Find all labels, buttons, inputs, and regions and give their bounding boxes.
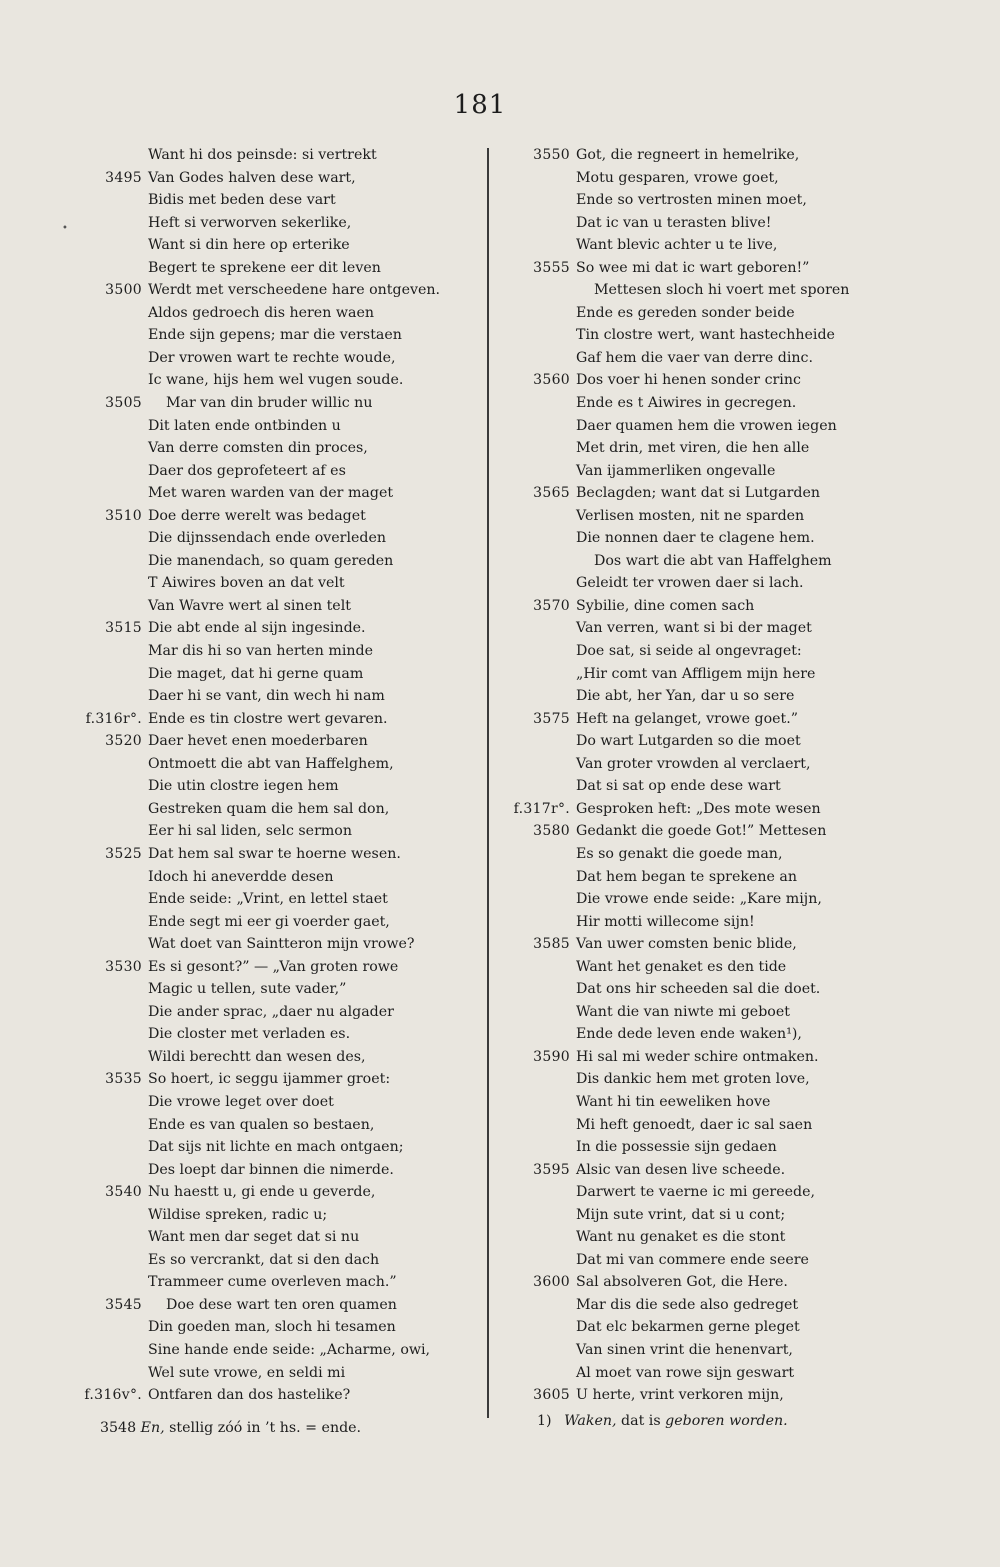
- verse-text: Eer hi sal liden, selc sermon: [148, 823, 352, 840]
- verse-line: [80, 843, 475, 866]
- verse-text: Want blevic achter u te live,: [576, 237, 778, 254]
- verse-line: [508, 1181, 948, 1204]
- footnote-right-label: 1): [537, 1413, 552, 1429]
- verse-text: Dat mi van commere ende seere: [576, 1251, 809, 1268]
- verse-text: So hoert, ic seggu ijammer groet:: [148, 1071, 391, 1088]
- verse-line: [508, 888, 948, 911]
- verse-line: [508, 257, 948, 280]
- verse-line: [508, 234, 948, 257]
- verse-text: Ende es gereden sonder beide: [576, 304, 795, 321]
- verse-text: Ende es t Aiwires in gecregen.: [576, 395, 797, 412]
- verse-line: [508, 1001, 948, 1024]
- verse-line: [508, 482, 948, 505]
- verse-text: Want si din here op erterike: [148, 237, 350, 254]
- verse-text: Des loept dar binnen die nimerde.: [148, 1161, 394, 1178]
- line-number: 3540: [105, 1184, 142, 1201]
- verse-text: Ende seide: „Vrint, en lettel staet: [148, 891, 388, 908]
- verse-line: [508, 1339, 948, 1362]
- verse-line: [80, 1384, 475, 1407]
- verse-line: [80, 663, 475, 686]
- verse-line: [508, 347, 948, 370]
- line-number: 3555: [533, 259, 570, 276]
- verse-line: [508, 415, 948, 438]
- verse-line: [80, 1091, 475, 1114]
- verse-line: [80, 708, 475, 731]
- verse-line: [80, 1271, 475, 1294]
- verse-text: Dat elc bekarmen gerne pleget: [576, 1319, 800, 1336]
- verse-text: Van uwer comsten benic blide,: [576, 936, 797, 953]
- verse-line: [508, 144, 948, 167]
- verse-line: [80, 1249, 475, 1272]
- verse-line: [80, 437, 475, 460]
- verse-text: Mar van din bruder willic nu: [166, 395, 373, 412]
- verse-line: [508, 1159, 948, 1182]
- verse-text: Want het genaket es den tide: [576, 958, 787, 975]
- verse-text: Van Wavre wert al sinen telt: [148, 597, 351, 614]
- verse-line: [508, 1362, 948, 1385]
- line-number: f.316r°.: [85, 710, 142, 727]
- verse-line: [80, 1294, 475, 1317]
- footnote-left-text: stellig zóó in ’t hs. = ende.: [169, 1420, 362, 1436]
- verse-text: Es so vercrankt, dat si den dach: [148, 1251, 380, 1268]
- verse-line: [508, 663, 948, 686]
- verse-line: [508, 302, 948, 325]
- verse-line: [80, 279, 475, 302]
- verse-text: Die nonnen daer te clagene hem.: [576, 530, 815, 547]
- verse-text: Die maget, dat hi gerne quam: [148, 665, 364, 682]
- verse-text: Die closter met verladen es.: [148, 1026, 351, 1043]
- verse-text: Motu gesparen, vrowe goet,: [576, 169, 779, 186]
- verse-text: Ende so vertrosten minen moet,: [576, 192, 807, 209]
- verse-line: [80, 1362, 475, 1385]
- verse-text: In die possessie sijn gedaen: [576, 1139, 777, 1156]
- verse-line: [80, 324, 475, 347]
- verse-text: Dat sijs nit lichte en mach ontgaen;: [148, 1139, 404, 1156]
- verse-line: [80, 617, 475, 640]
- verse-text: Die abt ende al sijn ingesinde.: [148, 620, 366, 637]
- verse-line: [80, 933, 475, 956]
- line-number: 3590: [533, 1048, 570, 1065]
- verse-text: Mijn sute vrint, dat si u cont;: [576, 1206, 786, 1223]
- verse-text: Dis dankic hem met groten love,: [576, 1071, 810, 1088]
- footnote-left-word: En,: [140, 1420, 165, 1436]
- verse-text: Beclagden; want dat si Lutgarden: [576, 485, 820, 502]
- verse-line: [80, 1068, 475, 1091]
- verse-text: Din goeden man, sloch hi tesamen: [148, 1319, 396, 1336]
- line-number: 3595: [533, 1161, 570, 1178]
- verse-text: Want men dar seget dat si nu: [148, 1229, 360, 1246]
- verse-text: Die ander sprac, „daer nu algader: [148, 1003, 394, 1020]
- verse-text: Mi heft genoedt, daer ic sal saen: [576, 1116, 813, 1133]
- verse-text: Die utin clostre iegen hem: [148, 778, 339, 795]
- verse-text: Doe dese wart ten oren quamen: [166, 1296, 397, 1313]
- verse-text: Daer hevet enen moederbaren: [148, 733, 368, 750]
- page-number: 181: [453, 90, 507, 120]
- verse-text: Ende sijn gepens; mar die verstaen: [148, 327, 402, 344]
- verse-text: Gesproken heft: „Des mote wesen: [576, 800, 821, 817]
- verse-text: Dat ons hir scheeden sal die doet.: [576, 981, 821, 998]
- verse-text: Die manendach, so quam gereden: [148, 552, 394, 569]
- verse-text: Daer hi se vant, din wech hi nam: [148, 688, 385, 705]
- verse-text: Sal absolveren Got, die Here.: [576, 1274, 788, 1291]
- verse-line: [508, 369, 948, 392]
- line-number: 3535: [105, 1071, 142, 1088]
- verse-text: Daer dos geprofeteert af es: [148, 462, 346, 479]
- line-number: 3500: [105, 282, 142, 299]
- verse-text: Ende es van qualen so bestaen,: [148, 1116, 375, 1133]
- verse-line: [80, 234, 475, 257]
- verse-line: [508, 1226, 948, 1249]
- verse-line: [80, 167, 475, 190]
- verse-line: [508, 1023, 948, 1046]
- verse-text: Wat doet van Saintteron mijn vrowe?: [148, 936, 415, 953]
- verse-line: [80, 189, 475, 212]
- verse-line: [80, 685, 475, 708]
- verse-line: [508, 978, 948, 1001]
- footnote-right: [537, 1413, 788, 1429]
- verse-line: [508, 708, 948, 731]
- verse-line: [508, 956, 948, 979]
- verse-text: Tin clostre wert, want hastechheide: [576, 327, 835, 344]
- verse-text: Dos wart die abt van Haffelghem: [594, 552, 832, 569]
- verse-line: [80, 572, 475, 595]
- line-number: 3525: [105, 845, 142, 862]
- verse-text: Met drin, met viren, die hen alle: [576, 440, 810, 457]
- verse-text: Wildi berechtt dan wesen des,: [148, 1048, 366, 1065]
- verse-text: Ende es tin clostre wert gevaren.: [148, 710, 388, 727]
- verse-text: Darwert te vaerne ic mi gereede,: [576, 1184, 815, 1201]
- verse-line: [508, 753, 948, 776]
- verse-text: Van derre comsten din proces,: [148, 440, 368, 457]
- verse-line: [80, 369, 475, 392]
- verse-line: [508, 167, 948, 190]
- verse-text: Aldos gedroech dis heren waen: [148, 304, 374, 321]
- verse-line: [508, 1294, 948, 1317]
- verse-line: [508, 572, 948, 595]
- verse-text: So wee mi dat ic wart geboren!”: [576, 259, 810, 276]
- verse-line: [508, 843, 948, 866]
- verse-text: Ic wane, hijs hem wel vugen soude.: [148, 372, 404, 389]
- verse-line: [508, 1249, 948, 1272]
- verse-line: [508, 1384, 948, 1407]
- verse-text: Alsic van desen live scheede.: [576, 1161, 786, 1178]
- verse-text: Hir motti willecome sijn!: [576, 913, 755, 930]
- verse-line: [508, 798, 948, 821]
- line-number: 3560: [533, 372, 570, 389]
- verse-line: [508, 933, 948, 956]
- verse-line: [508, 1114, 948, 1137]
- line-number: 3515: [105, 620, 142, 637]
- verse-line: [508, 505, 948, 528]
- verse-line: [80, 212, 475, 235]
- verse-line: [508, 1136, 948, 1159]
- verse-line: [80, 1046, 475, 1069]
- left-column: [80, 144, 475, 1407]
- verse-text: Met waren warden van der maget: [148, 485, 394, 502]
- verse-text: Want hi tin eeweliken hove: [576, 1093, 771, 1110]
- verse-line: [508, 189, 948, 212]
- verse-line: [80, 1339, 475, 1362]
- verse-line: [508, 1068, 948, 1091]
- verse-line: [508, 775, 948, 798]
- line-number: f.317r°.: [513, 800, 570, 817]
- column-divider: [487, 148, 489, 1418]
- footnote-left-number: 3548: [100, 1420, 137, 1436]
- verse-line: [508, 820, 948, 843]
- verse-line: [80, 798, 475, 821]
- line-number: 3495: [105, 169, 142, 186]
- verse-line: [80, 257, 475, 280]
- verse-line: [80, 347, 475, 370]
- verse-line: [80, 866, 475, 889]
- verse-text: Van groter vrowden al verclaert,: [576, 755, 811, 772]
- footnote-right-word: Waken,: [564, 1413, 617, 1429]
- verse-text: Dit laten ende ontbinden u: [148, 417, 341, 434]
- verse-line: [80, 595, 475, 618]
- verse-line: [508, 1091, 948, 1114]
- verse-text: U herte, vrint verkoren mijn,: [576, 1387, 784, 1404]
- verse-line: [508, 1046, 948, 1069]
- verse-text: Want die van niwte mi geboet: [576, 1003, 790, 1020]
- verse-line: [80, 911, 475, 934]
- line-number: 3585: [533, 936, 570, 953]
- verse-text: Sine hande ende seide: „Acharme, owi,: [148, 1341, 431, 1358]
- verse-text: Do wart Lutgarden so die moet: [576, 733, 801, 750]
- verse-text: Dat ic van u terasten blive!: [576, 214, 772, 231]
- verse-line: [508, 1271, 948, 1294]
- verse-line: [80, 392, 475, 415]
- verse-text: Es si gesont?” — „Van groten rowe: [148, 958, 399, 975]
- verse-text: Die vrowe leget over doet: [148, 1093, 334, 1110]
- verse-line: [508, 685, 948, 708]
- verse-line: [80, 775, 475, 798]
- line-number: 3580: [533, 823, 570, 840]
- verse-text: Hi sal mi weder schire ontmaken.: [576, 1048, 819, 1065]
- verse-line: [80, 460, 475, 483]
- verse-line: [80, 1001, 475, 1024]
- verse-line: [508, 1204, 948, 1227]
- verse-text: Got, die regneert in hemelrike,: [576, 147, 800, 163]
- line-number: 3520: [105, 733, 142, 750]
- verse-text: Es so genakt die goede man,: [576, 845, 783, 862]
- verse-line: [508, 392, 948, 415]
- right-column: [508, 144, 948, 1407]
- line-number: 3505: [105, 395, 142, 412]
- line-number: 3575: [533, 710, 570, 727]
- verse-line: [80, 888, 475, 911]
- verse-text: Heft na gelanget, vrowe goet.”: [576, 710, 799, 727]
- verse-text: Verlisen mosten, nit ne sparden: [576, 507, 805, 524]
- verse-line: [80, 1226, 475, 1249]
- footnote-left: [100, 1420, 361, 1436]
- verse-line: [508, 212, 948, 235]
- verse-line: [80, 820, 475, 843]
- verse-text: Dos voer hi henen sonder crinc: [576, 372, 801, 389]
- verse-text: Ontfaren dan dos hastelike?: [148, 1387, 351, 1404]
- verse-text: Ontmoett die abt van Haffelghem,: [148, 755, 394, 772]
- verse-text: Bidis met beden dese vart: [148, 192, 336, 209]
- footnote-right-phrase: geboren worden.: [665, 1413, 788, 1429]
- verse-text: Sybilie, dine comen sach: [576, 597, 755, 614]
- verse-line: [508, 279, 948, 302]
- verse-line: [508, 460, 948, 483]
- verse-line: [508, 866, 948, 889]
- footnote-right-mid: dat is: [621, 1413, 661, 1429]
- line-number: 3545: [105, 1296, 142, 1313]
- verse-line: [80, 1159, 475, 1182]
- verse-text: Ende segt mi eer gi voerder gaet,: [148, 913, 390, 930]
- verse-text: Want nu genaket es die stont: [576, 1229, 786, 1246]
- verse-text: Mettesen sloch hi voert met sporen: [594, 282, 850, 299]
- verse-text: Magic u tellen, sute vader,”: [148, 981, 347, 998]
- verse-text: Doe sat, si seide al ongevraget:: [576, 643, 802, 660]
- verse-line: [508, 617, 948, 640]
- verse-text: Heft si verworven sekerlike,: [148, 214, 352, 231]
- verse-text: Dat hem sal swar te hoerne wesen.: [148, 845, 401, 862]
- verse-text: Al moet van rowe sijn geswart: [576, 1364, 795, 1381]
- line-number: 3530: [105, 958, 142, 975]
- verse-line: [508, 527, 948, 550]
- verse-text: Daer quamen hem die vrowen iegen: [576, 417, 837, 434]
- verse-text: Van verren, want si bi der maget: [576, 620, 812, 637]
- verse-text: Dat si sat op ende dese wart: [576, 778, 781, 795]
- line-number: 3510: [105, 507, 142, 524]
- verse-line: [80, 550, 475, 573]
- margin-mark: •: [62, 223, 68, 234]
- verse-text: „Hir comt van Affligem mijn here: [576, 665, 816, 682]
- verse-text: Die vrowe ende seide: „Kare mijn,: [576, 891, 822, 908]
- line-number: 3605: [533, 1387, 570, 1404]
- verse-text: Der vrowen wart te rechte woude,: [148, 349, 396, 366]
- verse-line: [80, 1316, 475, 1339]
- verse-line: [80, 1023, 475, 1046]
- verse-text: Geleidt ter vrowen daer si lach.: [576, 575, 804, 592]
- verse-text: Die dijnssendach ende overleden: [148, 530, 387, 547]
- verse-line: [508, 595, 948, 618]
- verse-line: [508, 437, 948, 460]
- line-number: f.316v°.: [84, 1387, 142, 1404]
- verse-line: [80, 302, 475, 325]
- line-number: 3600: [533, 1274, 570, 1291]
- verse-line: [80, 505, 475, 528]
- verse-text: Van sinen vrint die henenvart,: [576, 1341, 793, 1358]
- verse-line: [80, 978, 475, 1001]
- verse-line: [80, 640, 475, 663]
- verse-line: [80, 1136, 475, 1159]
- verse-text: Want hi dos peinsde: si vertrekt: [148, 147, 377, 163]
- verse-line: [80, 527, 475, 550]
- verse-text: Wildise spreken, radic u;: [148, 1206, 328, 1223]
- verse-text: Gedankt die goede Got!” Mettesen: [576, 823, 827, 840]
- verse-text: Dat hem began te sprekene an: [576, 868, 797, 885]
- verse-text: Mar dis hi so van herten minde: [148, 643, 373, 660]
- verse-text: Van ijammerliken ongevalle: [576, 462, 776, 479]
- verse-line: [508, 550, 948, 573]
- verse-line: [80, 753, 475, 776]
- verse-line: [508, 640, 948, 663]
- verse-text: T Aiwires boven an dat velt: [148, 575, 345, 592]
- verse-text: Gaf hem die vaer van derre dinc.: [576, 349, 814, 366]
- line-number: 3550: [533, 147, 570, 163]
- verse-text: Gestreken quam die hem sal don,: [148, 800, 390, 817]
- verse-text: Nu haestt u, gi ende u geverde,: [148, 1184, 376, 1201]
- verse-line: [80, 730, 475, 753]
- verse-text: Die abt, her Yan, dar u so sere: [576, 688, 795, 705]
- verse-line: [508, 730, 948, 753]
- line-number: 3570: [533, 597, 570, 614]
- verse-line: [508, 324, 948, 347]
- verse-text: Werdt met verscheedene hare ontgeven.: [148, 282, 441, 299]
- verse-text: Van Godes halven dese wart,: [148, 169, 356, 186]
- verse-line: [80, 415, 475, 438]
- verse-line: [508, 1316, 948, 1339]
- verse-line: [80, 1204, 475, 1227]
- line-number: 3565: [533, 485, 570, 502]
- verse-line: [80, 1181, 475, 1204]
- verse-line: [80, 482, 475, 505]
- verse-line: [80, 956, 475, 979]
- verse-line: [80, 1114, 475, 1137]
- verse-text: Idoch hi aneverdde desen: [148, 868, 334, 885]
- verse-text: Wel sute vrowe, en seldi mi: [148, 1364, 346, 1381]
- verse-text: Doe derre werelt was bedaget: [148, 507, 366, 524]
- verse-text: Mar dis die sede also gedreget: [576, 1296, 799, 1313]
- verse-text: Ende dede leven ende waken¹),: [576, 1026, 802, 1043]
- verse-line: [80, 144, 475, 167]
- verse-line: [508, 911, 948, 934]
- verse-text: Trammeer cume overleven mach.”: [148, 1274, 397, 1291]
- verse-text: Begert te sprekene eer dit leven: [148, 259, 381, 276]
